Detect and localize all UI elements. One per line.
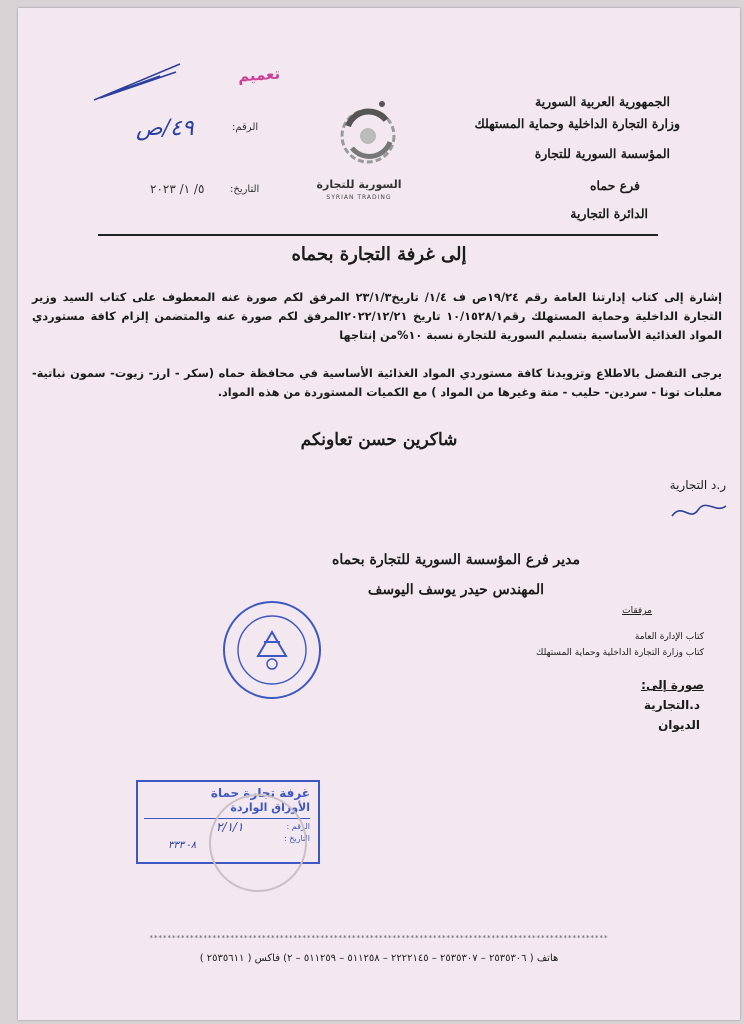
routing-note: ر.د التجارية xyxy=(669,478,726,492)
faint-stamp-icon xyxy=(198,788,318,898)
syrian-trading-logo-icon xyxy=(334,96,398,168)
stamp-number-label: الرقم : xyxy=(286,822,310,831)
footer-separator: ****************************************************************************************************** xyxy=(149,934,609,942)
header-branch: فرع حماه xyxy=(590,178,640,193)
pen-stroke-icon xyxy=(90,58,190,108)
official-seal-icon xyxy=(218,598,326,702)
number-label: الرقم: xyxy=(232,122,259,133)
header-institution: المؤسسة السورية للتجارة xyxy=(534,146,670,161)
copy-to-item: د.التجارية xyxy=(643,698,700,712)
copy-to-label: صورة إلى: xyxy=(641,678,704,692)
header-republic: الجمهورية العربية السورية xyxy=(535,94,670,109)
logo-english-text: SYRIAN TRADING xyxy=(326,194,392,201)
attachments-label: مرفقات xyxy=(622,606,652,616)
date-label: التاريخ: xyxy=(230,184,260,195)
stamp-hand-date: ٢/١/١ xyxy=(216,820,244,834)
header-ministry: وزارة التجارة الداخلية وحماية المستهلك xyxy=(474,116,680,131)
date-value: ٥/ ١/ ٢٠٢٣ xyxy=(150,182,205,196)
signatory-title: مدير فرع المؤسسة السورية للتجارة بحماه xyxy=(331,552,580,568)
header-department: الدائرة التجارية xyxy=(570,206,648,221)
closing-thanks: شاكرين حسن تعاونكم xyxy=(300,430,458,450)
attachment-item: كتاب وزارة التجارة الداخلية وحماية المستهلك xyxy=(536,648,704,658)
initials-signature-icon xyxy=(668,498,730,524)
copy-to-item: الديوان xyxy=(658,718,700,732)
header-rule xyxy=(98,234,658,236)
signatory-name: المهندس حيدر يوسف اليوسف xyxy=(367,582,544,598)
number-value: ٤٩/ص xyxy=(136,116,194,141)
stamp-date-label: التاريخ : xyxy=(283,834,310,843)
body-paragraph-2: يرجى التفضل بالاطلاع وتزويدنا كافة مستوردي المواد الغذائية الأساسية في محافظة حماه (سكر - ارز- زيوت- سمون نباتية- معلبات تونا - سردين- حليب - متة وغيرها من المواد ) مع الكميات المستوردة من هذه المواد. xyxy=(32,367,722,399)
logo-arabic-text: السورية للتجارة xyxy=(316,178,402,191)
document-page xyxy=(18,8,740,1020)
body-paragraph-1: إشارة إلى كتاب إدارتنا العامة رقم ١٩/٢٤ص ف ١/٤/ تاريخ٢٣/١/٣ المرفق لكم صورة عنه المعطوف على كتاب السيد وزير التجارة الداخلية وحماية المستهلك رقم١٠/١٥٢٨/١ تاريخ ٢٠٢٢/١٢/٢١المرفق لكم صورة عنه والمتضمن إلزام كافة مستوردي المواد الغذائية الأساسية بتسليم السورية للتجارة نسبة ١٠%من إنتاجها xyxy=(32,291,723,342)
footer-contact: هاتف ( ٢٥٣٥٣٠٦ – ٢٥٣٥٣٠٧ – ٢٢٢٢١٤٥ – ٥١١٢٥٨ – ٥١١٢٥٩ – ٢) فاكس ( ٢٥٣٥٦١١ ) xyxy=(199,953,559,964)
stamp-hand-number: ٨- ٣٣٣ xyxy=(168,840,197,851)
circular-mark: تعميم xyxy=(237,64,281,86)
stamp-chamber-name: غرفة تجارة حماة xyxy=(210,786,310,800)
addressee-title: إلى غرفة التجارة بحماه xyxy=(291,244,467,265)
stamp-incoming-label: الأوراق الواردة xyxy=(230,801,310,814)
attachment-item: كتاب الإدارة العامة xyxy=(634,632,704,642)
